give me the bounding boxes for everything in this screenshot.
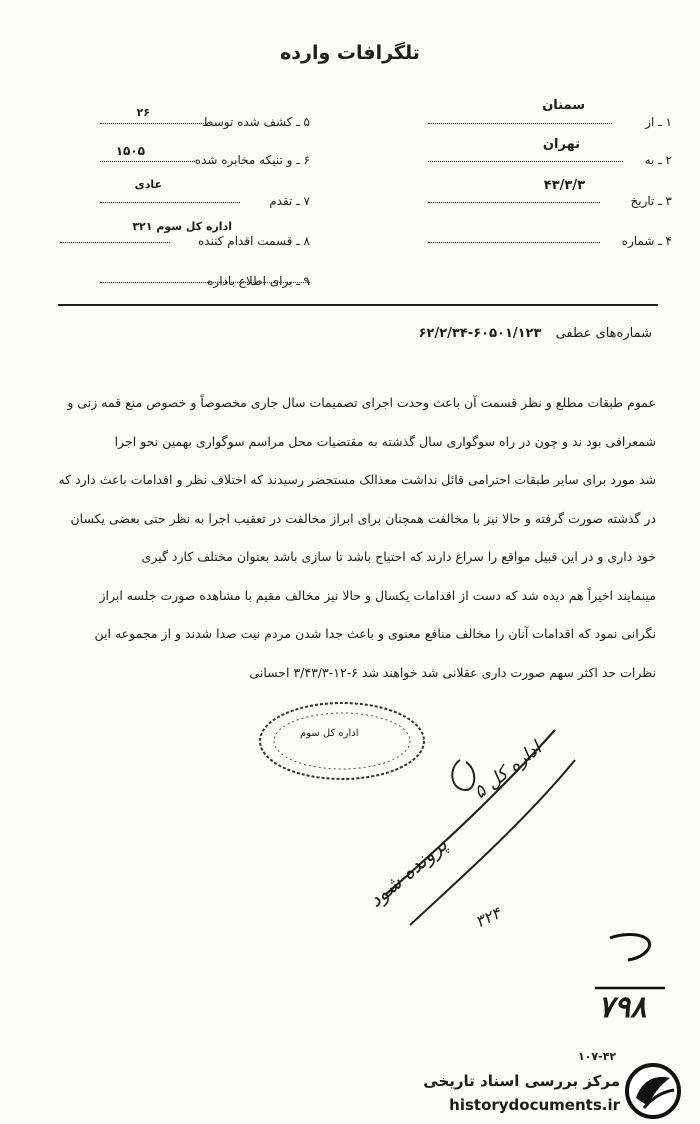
footer-number: ۱۰۷-۴۲ [578, 1050, 617, 1063]
watermark-name: مرکز بررسی اسناد تاریخی [423, 1072, 620, 1090]
handwritten-initials: ۳۲۴ [472, 903, 504, 932]
field-date-value: ۴۳/۳/۳ [543, 178, 585, 193]
field-number-line [428, 242, 600, 243]
body-line: عموم طبقات مطلع و نظر قسمت آن باعث وحدت اجرای تصمیمات سال جاری مخصوصاً و خصوص منع قمه زنی و [67, 395, 656, 410]
reference-numbers [419, 326, 652, 341]
field-decoded-line [100, 123, 210, 124]
handwritten-note-1: اداره کل ۵ [469, 737, 546, 804]
body-line: نظرات حد اکثر سهم صورت داری عقلانی شد خواهند شد ۶-۱۲-۳/۴۳/۳ احسانی [249, 664, 656, 680]
body-line: شمعرافی بود ند و چون در راه سوگواری سال گذشته به مقتضیات محل مراسم سوگواری بهمین نحو اجرا [114, 433, 656, 449]
field-transmitted-label: ۶ ـ و تنیکه مخابره شده [194, 153, 310, 167]
field-action-label: ۸ ـ قسمت اقدام کننده [197, 234, 310, 248]
field-to-label: ۲ ـ به [644, 153, 672, 167]
telegram-body [46, 384, 656, 692]
field-action-line [60, 242, 170, 243]
field-to-line [428, 161, 623, 162]
watermark-site: historydocuments.ir [449, 1096, 620, 1114]
field-transmitted-line [100, 161, 195, 162]
body-line: نگرانی نمود که اقدامات آنان را مخالف منافع معنوی و باعث جدا شدن مردم نیت صدا شدند و از مجموعه این [94, 626, 656, 641]
field-date-label: ۳ ـ تاریخ [630, 194, 672, 208]
field-decoded-value: ۲۶ [136, 106, 150, 119]
field-priority-label: ۷ ـ تقدم [269, 194, 310, 208]
watermark [400, 1072, 620, 1114]
field-priority-line [100, 202, 240, 203]
handwritten-note-2: پرونده شود [363, 832, 452, 912]
stamp-text: اداره کل سوم [300, 728, 359, 739]
body-line: شد مورد برای سایر طبقات احترامی قائل نداشت معذالک مستحضر رسیدند که اختلاف نظر و اقدامات باعث دارد که [58, 472, 656, 487]
field-transmitted-value: ۱۵۰۵ [115, 144, 145, 158]
body-line: خود داری و در این قبیل مواقع را سراغ دارند که احتیاج باشد تا سازی باشد بعنوان مختلف کارد گیری [141, 549, 656, 564]
archive-logo-icon [622, 1062, 684, 1120]
field-decoded-label: ۵ ـ کشف شده توسط [202, 115, 310, 129]
handwritten-file-number: ۷۹۸ [598, 990, 647, 1025]
header-divider [58, 304, 658, 306]
field-number-label: ۴ ـ شماره [621, 234, 672, 248]
field-priority-value: عادی [134, 178, 162, 191]
field-date-line [428, 202, 600, 203]
reference-value: ۶۰۵۰۱/۱۲۳-۶۲/۲/۳۴ [418, 326, 542, 341]
field-action-value: اداره کل سوم ۳۲۱ [132, 220, 232, 233]
field-info-label: ۹ ـ برای اطلاع باداره [207, 274, 310, 288]
field-info-line [100, 282, 310, 283]
body-line: در گذشته صورت گرفته و حالا نیز با مخالفت همچنان برای ابراز مخالفت در تعقیب اجرا به نظر حتی بعضی یکسان [70, 510, 656, 526]
reference-label: شماره‌های عطفی [555, 326, 652, 341]
field-to-value: تهران [542, 137, 580, 152]
field-from-label: ۱ ـ از [645, 115, 672, 129]
field-from-value: سمنان [542, 98, 585, 113]
body-line: مینمایند اخیراً هم دیده شد که دست از اقدامات یکسال و حالا نیز مخالف مقیم با مشاهده صورت جلسه ابراز [99, 587, 656, 603]
field-from-line [428, 123, 612, 124]
document-title: تلگرافات وارده [280, 42, 420, 64]
